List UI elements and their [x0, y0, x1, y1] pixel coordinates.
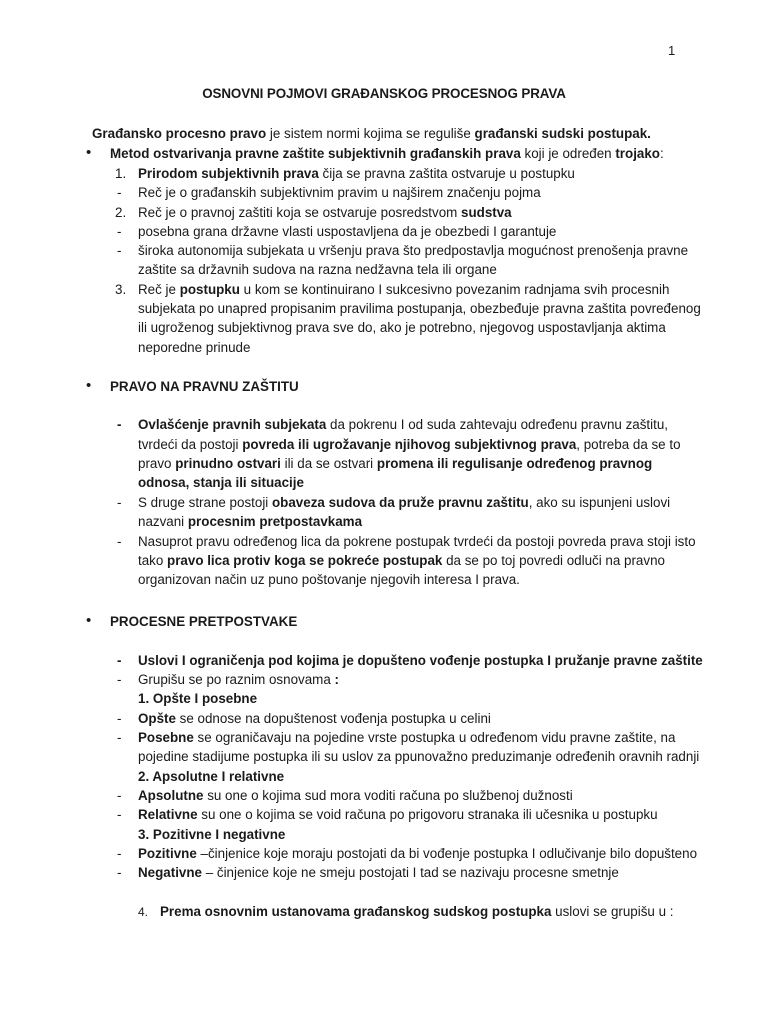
dash-item-text: se ograničavaju na pojedine vrste postupka u određenom vidu pravne zaštite, na — [193, 730, 676, 745]
dash-item: široka autonomija subjekata u vršenju prava što predpostavlja mogućnost prenošenja pravne — [138, 243, 689, 258]
list-item-text: čija se pravna zaštita ostvaruje u postupku — [318, 166, 575, 181]
dash-marker: - — [117, 243, 122, 258]
dash-marker: - — [117, 672, 122, 687]
subheading-numbered: 2. Apsolutne I relativne — [138, 769, 285, 784]
list-item-bold: Prirodom subjektivnih prava — [138, 166, 319, 181]
dash-item — [138, 415, 668, 434]
dash-item-text-2: da se po toj povredi odluči na pravno — [442, 553, 665, 568]
dash-item-bold: Negativne — [138, 865, 202, 880]
intro-paragraph — [92, 124, 651, 143]
section-heading: PRAVO NA PRAVNU ZAŠTITU — [110, 379, 299, 394]
bullet-item-metod — [110, 144, 664, 163]
dash-item-text: pravo — [138, 456, 176, 471]
bullet-marker: • — [86, 144, 92, 161]
dash-marker: - — [117, 417, 122, 432]
list-item-continued: ili ugroženog subjektivnog prava sve do, ako je potrebno, njegovog uspostavljanja aktima — [138, 320, 666, 335]
dash-item-text: – činjenice koje ne smeju postojati I tad se nazivaju procesne smetnje — [202, 865, 619, 880]
list-number: 1. — [115, 166, 127, 181]
dash-item-text: tako — [138, 553, 168, 568]
dash-item-continued — [138, 435, 681, 454]
dash-item: Nasuprot pravu određenog lica da pokrene postupak tvrdeći da postoji povreda prava stoji isto — [138, 534, 696, 549]
dash-item-bold: pravo lica protiv koga se pokreće postupak — [167, 553, 443, 568]
dash-item-continued — [138, 473, 304, 492]
intro-text: je sistem normi kojima se reguliše — [266, 126, 475, 141]
dash-item-continued — [138, 454, 652, 473]
dash-item — [138, 670, 339, 689]
document-title: OSNOVNI POJMOVI GRAĐANSKOG PROCESNOG PRAVA — [202, 86, 566, 101]
dash-marker: - — [117, 495, 122, 510]
dash-item — [138, 863, 619, 882]
dash-item-text-2: ili da se ostvari — [280, 456, 377, 471]
dash-item-text: tvrdeći da postoji — [138, 437, 243, 452]
subheading-numbered: 1. Opšte I posebne — [138, 691, 258, 706]
dash-item-text: –činjenice koje moraju postojati da bi vođenje postupka I odlučivanje bilo dopušteno — [196, 846, 698, 861]
bullet1-text-2: : — [660, 146, 664, 161]
dash-item-text: nazvani — [138, 514, 188, 529]
list-number: 2. — [115, 205, 127, 220]
dash-marker: - — [117, 730, 122, 745]
subheading-numbered: 3. Pozitivne I negativne — [138, 827, 286, 842]
dash-item — [138, 805, 658, 824]
list-item-bold: postupku — [179, 282, 240, 297]
dash-item-continued — [138, 512, 362, 531]
dash-marker: - — [117, 653, 122, 668]
dash-marker: - — [117, 807, 122, 822]
list-item-text: uslovi se grupišu u : — [551, 904, 674, 919]
dash-item-bold: povreda ili ugrožavanje njihovog subjektivnog prava — [242, 437, 577, 452]
dash-marker: - — [117, 224, 122, 239]
list-item — [138, 203, 512, 222]
dash-item — [138, 709, 491, 728]
bullet-marker: • — [86, 612, 92, 629]
dash-item-bold: Opšte — [138, 711, 176, 726]
dash-item — [138, 844, 697, 863]
list-item — [138, 280, 669, 299]
list-item-bold: sudstva — [461, 205, 512, 220]
dash-item — [138, 728, 675, 747]
dash-marker: - — [117, 711, 122, 726]
dash-item-text: Grupišu se po raznim osnovama — [138, 672, 335, 687]
dash-item-bold: obaveza sudova da pruže pravnu zaštitu — [272, 495, 529, 510]
dash-item: Reč je o građanskih subjektivnim pravim u najširem značenju pojma — [138, 185, 541, 200]
dash-item-bold: Pozitivne — [138, 846, 197, 861]
dash-item-bold-2: promena ili regulisanje određenog pravnog — [376, 456, 653, 471]
dash-item-bold: : — [334, 672, 339, 687]
dash-marker: - — [117, 534, 122, 549]
bullet1-bold: Metod ostvarivanja pravne zaštite subjektivnih građanskih prava — [110, 146, 521, 161]
dash-item-text-2: , ako su ispunjeni uslovi — [528, 495, 671, 510]
list-item — [138, 164, 575, 183]
dash-item-text: da pokrenu I od suda zahtevaju određenu pravnu zaštitu, — [326, 417, 669, 432]
dash-item: posebna grana državne vlasti uspostavljena da je obezbedi I garantuje — [138, 224, 557, 239]
dash-item-bold: Ovlašćenje pravnih subjekata — [138, 417, 327, 432]
dash-marker: - — [117, 185, 122, 200]
dash-item — [138, 786, 573, 805]
list-item-text-2: u kom se kontinuirano I sukcesivno povezanim radnjama svih procesnih — [239, 282, 670, 297]
dash-item-bold: Posebne — [138, 730, 194, 745]
dash-marker: - — [117, 788, 122, 803]
bullet1-bold-2: trojako — [615, 146, 660, 161]
list-item — [160, 902, 673, 921]
intro-term: Građansko procesno pravo — [92, 126, 267, 141]
dash-marker: - — [117, 846, 122, 861]
dash-item-text: su one o kojima se void računa po prigovoru stranaka ili učesnika u postupku — [197, 807, 658, 822]
list-item-continued: neporedne prinude — [138, 340, 251, 355]
list-item-text: Reč je o pravnoj zaštiti koja se ostvaruje posredstvom — [138, 205, 462, 220]
list-number: 3. — [115, 282, 127, 297]
section-heading: PROCESNE PRETPOSTVAKE — [110, 614, 298, 629]
bullet1-text: koji je određen — [520, 146, 616, 161]
dash-item-bold: Relativne — [138, 807, 198, 822]
intro-term-2: građanski sudski postupak. — [474, 126, 651, 141]
dash-item-continued: zaštite sa državnih sudova na razna nedžavna tela ili organe — [138, 262, 497, 277]
dash-item-bold: Uslovi I ograničenja pod kojima je dopušteno vođenje postupka I pružanje pravne zaštite — [138, 653, 703, 668]
dash-item — [138, 493, 670, 512]
dash-item-bold: prinudno ostvari — [175, 456, 281, 471]
dash-item-text-2: , potreba da se to — [576, 437, 681, 452]
dash-item-bold: odnosa, stanja ili situacije — [138, 475, 304, 490]
dash-marker: - — [117, 865, 122, 880]
dash-item-continued: pojedine stadijume postupka ili su uslov za ppunovažno preduzimanje određenih oravnih radnji — [138, 749, 700, 764]
dash-item-text: se odnose na dopuštenost vođenja postupka u celini — [175, 711, 491, 726]
dash-item-continued: organizovan način uz puno poštovanje njegovih interesa I prava. — [138, 572, 520, 587]
list-item-continued: subjekata po unapred propisanim pravilima postupanja, obezbeđuje pravna zaštita povređenog — [138, 301, 701, 316]
list-item-bold: Prema osnovnim ustanovama građanskog sudskog postupka — [160, 904, 552, 919]
dash-item-text: su one o kojima sud mora voditi računa po službenoj dužnosti — [203, 788, 573, 803]
dash-item-bold: procesnim pretpostavkama — [187, 514, 363, 529]
list-number: 4. — [138, 905, 149, 919]
page-number: 1 — [668, 43, 676, 58]
list-item-text: Reč je — [138, 282, 180, 297]
dash-item-text: S druge strane postoji — [138, 495, 272, 510]
dash-item-bold: Apsolutne — [138, 788, 204, 803]
bullet-marker: • — [86, 377, 92, 394]
dash-item — [138, 651, 703, 670]
dash-item-continued — [138, 551, 665, 570]
